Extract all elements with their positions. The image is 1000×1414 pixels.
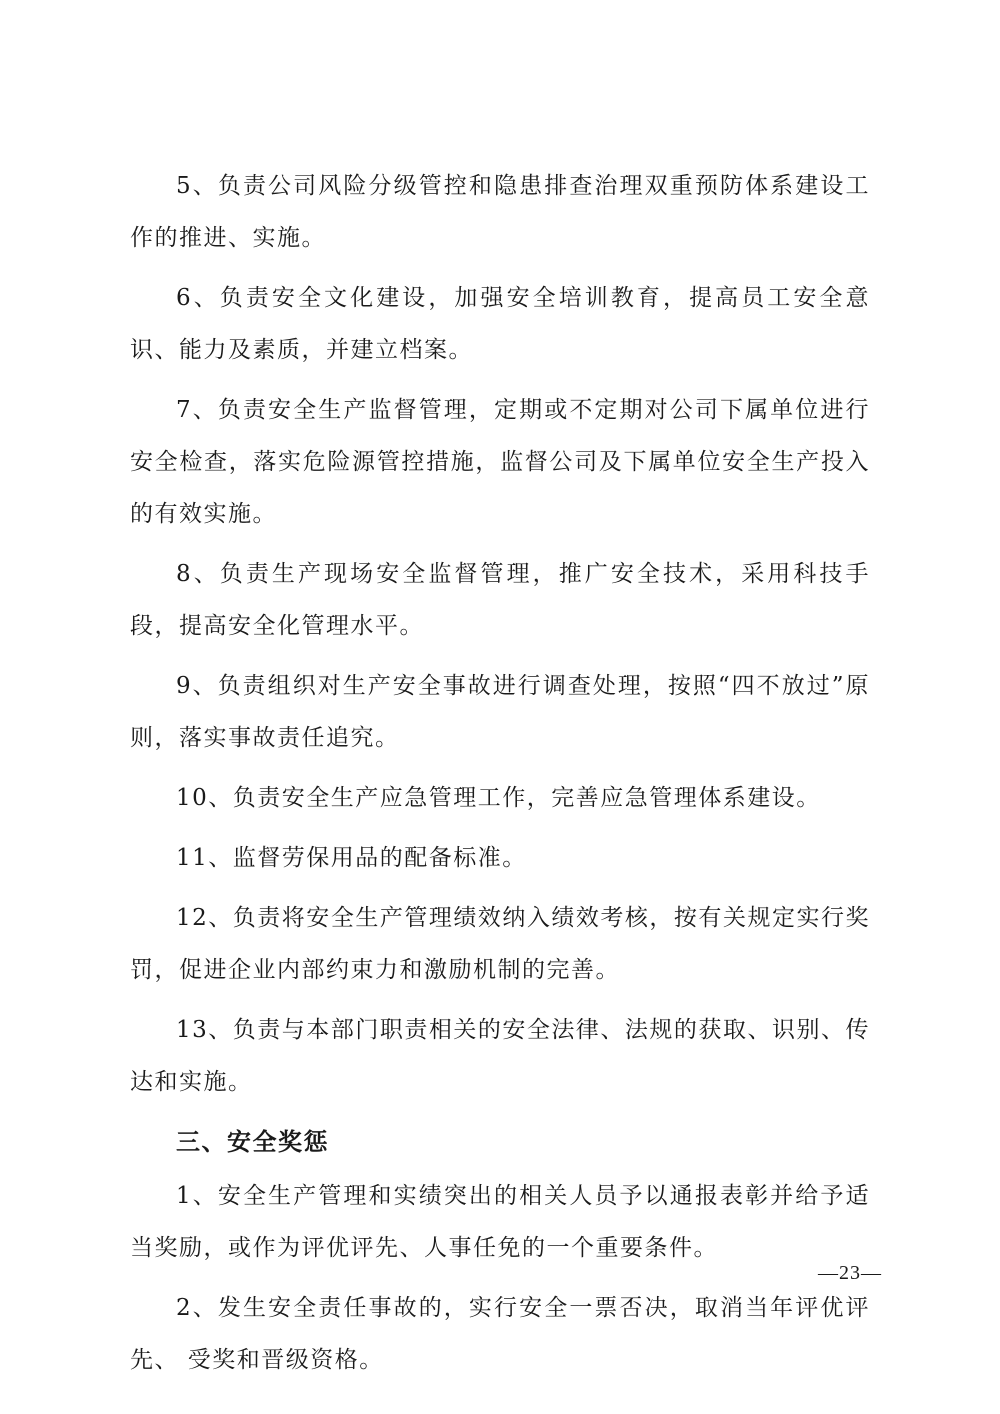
paragraph-item-9: 9、负责组织对生产安全事故进行调查处理，按照“四不放过”原则，落实事故责任追究。: [130, 673, 870, 751]
paragraph-item-8: 8、负责生产现场安全监督管理，推广安全技术，采用科技手段，提高安全化管理水平。: [130, 561, 870, 639]
paragraph-item-12: 12、负责将安全生产管理绩效纳入绩效考核，按有关规定实行奖罚，促进企业内部约束力和激励机制的完善。: [130, 905, 870, 983]
paragraph-item-5: 5、负责公司风险分级管控和隐患排查治理双重预防体系建设工作的推进、实施。: [130, 173, 870, 251]
paragraph-item-10: 10、负责安全生产应急管理工作，完善应急管理体系建设。: [176, 785, 821, 811]
section-heading-safety-rewards-penalties: 三、安全奖惩: [176, 1128, 329, 1156]
section-paragraph-2: 2、发生安全责任事故的，实行安全一票否决，取消当年评优评先、 受奖和晋级资格。: [130, 1295, 870, 1373]
document-body: [130, 160, 870, 1394]
section-paragraph-1: 1、安全生产管理和实绩突出的相关人员予以通报表彰并给予适当奖励，或作为评优评先、人事任免的一个重要条件。: [130, 1183, 870, 1261]
paragraph-item-7: 7、负责安全生产监督管理，定期或不定期对公司下属单位进行安全检查，落实危险源管控措施，监督公司及下属单位安全生产投入的有效实施。: [130, 397, 870, 527]
paragraph-item-6: 6、负责安全文化建设，加强安全培训教育，提高员工安全意识、能力及素质，并建立档案。: [130, 285, 870, 363]
paragraph-item-11: 11、监督劳保用品的配备标准。: [176, 845, 527, 871]
page-number: —23—: [818, 1262, 882, 1284]
paragraph-item-13: 13、负责与本部门职责相关的安全法律、法规的获取、识别、传达和实施。: [130, 1017, 870, 1095]
